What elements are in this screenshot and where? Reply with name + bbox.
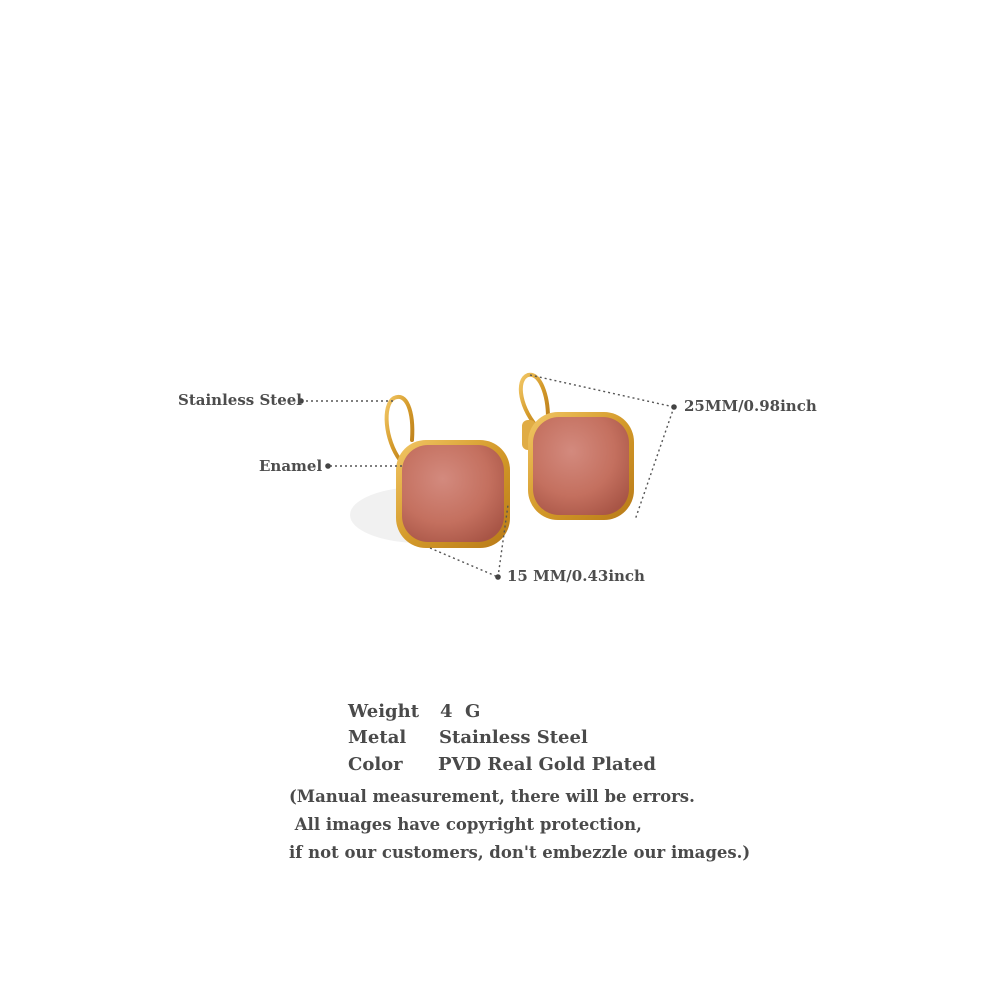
disclaimer-line: (Manual measurement, there will be errors. [289,787,695,806]
stainless-steel-callout: Stainless Steel [178,391,302,409]
height-dimension-callout: 25MM/0.98inch [684,397,817,415]
disclaimer-line: if not our customers, don't embezzle our images.) [289,843,751,862]
width-dimension-callout: 15 MM/0.43inch [507,567,645,585]
disclaimer-line: All images have copyright protection, [289,815,642,834]
right-earring [521,375,634,520]
enamel-stone [402,445,504,542]
spec-value: Stainless Steel [439,727,588,748]
spec-key: Metal [348,727,407,748]
enamel-stone [533,417,629,515]
enamel-callout: Enamel [259,457,323,475]
spec-key: Color [348,754,403,775]
spec-value: PVD Real Gold Plated [438,754,657,775]
spec-key: Weight [348,701,420,722]
spec-value: 4 G [440,701,481,722]
left-earring [387,397,510,548]
